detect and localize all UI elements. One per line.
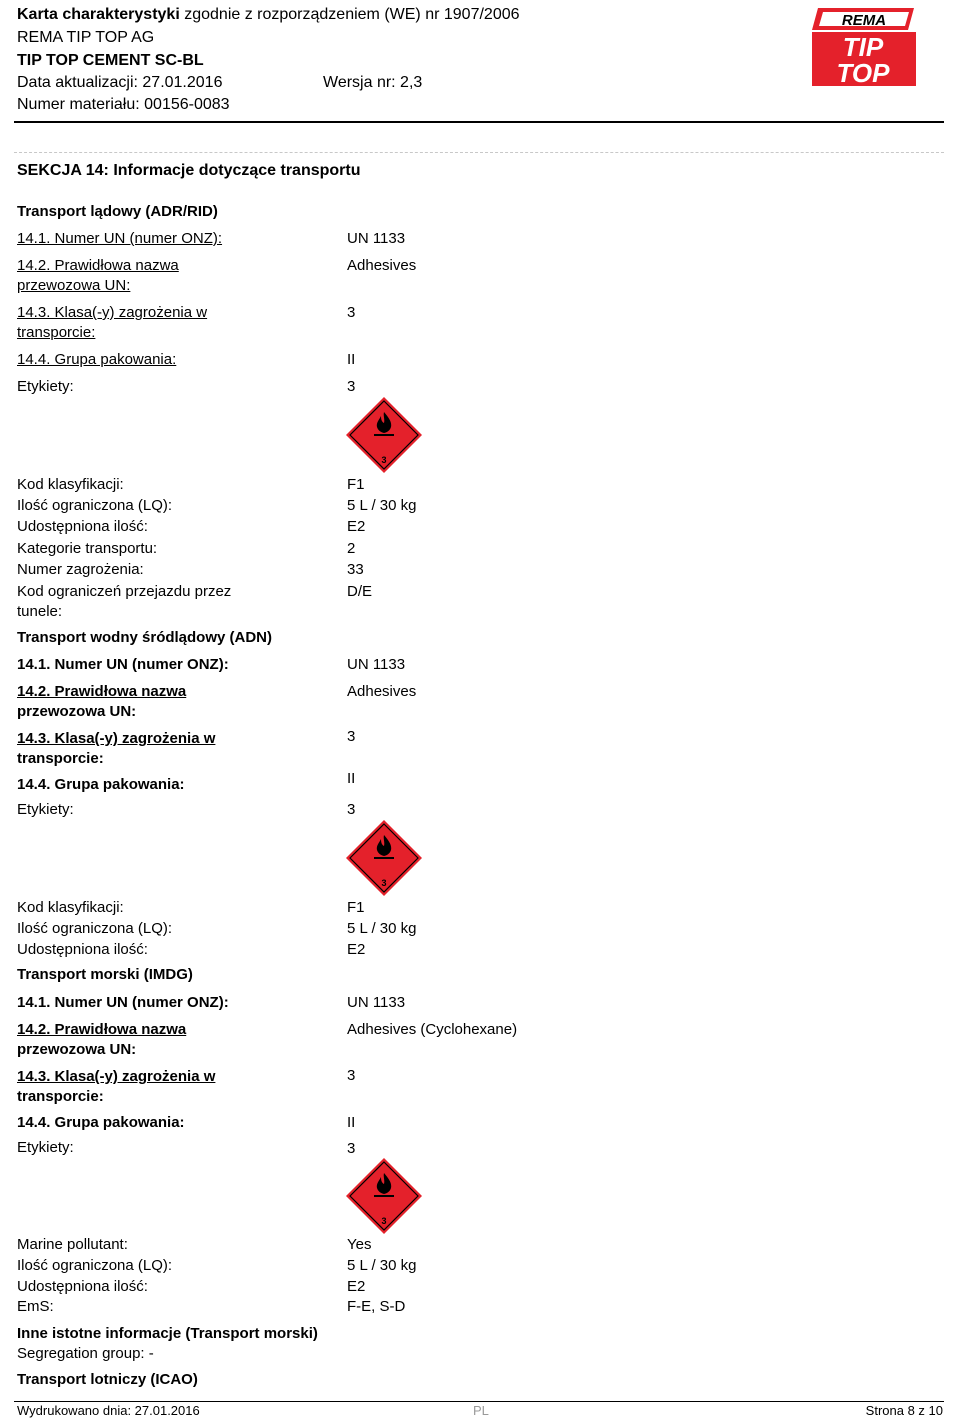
adr-group-label: 14.4. Grupa pakowania: — [17, 351, 177, 368]
imdg-labels-value: 3 — [347, 1140, 356, 1157]
imdg-marine-label: Marine pollutant: — [17, 1236, 128, 1253]
company-name: REMA TIP TOP AG — [17, 29, 155, 46]
adn-lq-label: Ilość ograniczona (LQ): — [17, 920, 173, 937]
imdg-class-value: 3 — [347, 1067, 356, 1084]
adr-tunnel-label-1: Kod ograniczeń przejazdu przez — [17, 583, 232, 600]
adn-lq-value: 5 L / 30 kg — [347, 920, 417, 937]
adr-group-value: II — [347, 351, 356, 368]
adr-class-label-2: transporcie: — [17, 324, 96, 341]
adn-class-label-2: transporcie: — [17, 750, 104, 767]
flammable-liquid-pictogram — [345, 396, 423, 474]
footer-page-number: Strona 8 z 10 — [865, 1403, 943, 1418]
imdg-marine-value: Yes — [347, 1236, 372, 1253]
pictogram-class-number: 3 — [381, 878, 387, 888]
adn-group-value: II — [347, 770, 356, 787]
material-number: Numer materiału: 00156-0083 — [17, 96, 230, 113]
adn-name-value: Adhesives — [347, 683, 417, 700]
adr-hazard-label: Numer zagrożenia: — [17, 561, 144, 578]
imdg-heading: Transport morski (IMDG) — [17, 966, 193, 983]
adn-class-value: 3 — [347, 728, 356, 745]
product-name: TIP TOP CEMENT SC-BL — [17, 52, 204, 69]
imdg-labels-label: Etykiety: — [17, 1139, 74, 1156]
imdg-un-label: 14.1. Numer UN (numer ONZ): — [17, 994, 229, 1011]
icao-heading: Transport lotniczy (ICAO) — [17, 1371, 198, 1388]
adn-group-label: 14.4. Grupa pakowania: — [17, 776, 185, 793]
imdg-name-label-1: 14.2. Prawidłowa nazwa — [17, 1021, 187, 1038]
flammable-liquid-pictogram — [345, 1157, 423, 1235]
adr-class-label-1: 14.3. Klasa(-y) zagrożenia w — [17, 304, 208, 321]
adr-name-label-1: 14.2. Prawidłowa nazwa — [17, 257, 179, 274]
imdg-lq-value: 5 L / 30 kg — [347, 1257, 417, 1274]
pictogram-class-number: 3 — [381, 1216, 387, 1226]
imdg-group-label: 14.4. Grupa pakowania: — [17, 1114, 185, 1131]
adr-heading: Transport lądowy (ADR/RID) — [17, 203, 218, 220]
section-divider — [14, 152, 944, 153]
adr-un-label: 14.1. Numer UN (numer ONZ): — [17, 230, 223, 247]
adr-name-value: Adhesives — [347, 257, 417, 274]
imdg-ems-label: EmS: — [17, 1298, 54, 1315]
imdg-name-value: Adhesives (Cyclohexane) — [347, 1021, 518, 1038]
version-number: Wersja nr: 2,3 — [323, 74, 423, 91]
document-title-line — [17, 5, 520, 25]
adn-labels-value: 3 — [347, 801, 356, 818]
imdg-lq-label: Ilość ograniczona (LQ): — [17, 1257, 173, 1274]
footer-rule — [14, 1401, 944, 1402]
footer-print-date: Wydrukowano dnia: 27.01.2016 — [17, 1403, 200, 1418]
pictogram-class-number: 3 — [381, 455, 387, 465]
section-title: SEKCJA 14: Informacje dotyczące transportu — [17, 162, 361, 179]
imdg-un-value: UN 1133 — [347, 994, 406, 1011]
header-rule — [14, 121, 944, 123]
adr-lq-value: 5 L / 30 kg — [347, 497, 417, 514]
imdg-class-label-2: transporcie: — [17, 1088, 104, 1105]
adr-cat-label: Kategorie transportu: — [17, 540, 158, 557]
adn-class-label-1: 14.3. Klasa(-y) zagrożenia w — [17, 730, 216, 747]
adr-cat-value: 2 — [347, 540, 356, 557]
footer-language: PL — [473, 1403, 489, 1418]
logo-rema-text: REMA — [841, 12, 887, 29]
adn-eq-value: E2 — [347, 941, 366, 958]
adn-heading: Transport wodny śródlądowy (ADN) — [17, 629, 273, 646]
document-title: Karta charakterystyki — [17, 6, 180, 23]
adn-code-value: F1 — [347, 899, 365, 916]
adn-labels-label: Etykiety: — [17, 801, 74, 818]
imdg-name-label-2: przewozowa UN: — [17, 1041, 137, 1058]
adr-class-value: 3 — [347, 304, 356, 321]
imdg-ems-value: F-E, S-D — [347, 1298, 406, 1315]
flammable-liquid-pictogram — [345, 819, 423, 897]
rema-tip-top-logo — [808, 6, 916, 88]
adr-lq-label: Ilość ograniczona (LQ): — [17, 497, 173, 514]
adr-tunnel-value: D/E — [347, 583, 373, 600]
regulation-text: zgodnie z rozporządzeniem (WE) nr 1907/2006 — [184, 6, 520, 23]
adr-un-value: UN 1133 — [347, 230, 406, 247]
adn-name-label-2: przewozowa UN: — [17, 703, 137, 720]
adn-name-label-1: 14.2. Prawidłowa nazwa — [17, 683, 187, 700]
adn-code-label: Kod klasyfikacji: — [17, 899, 124, 916]
adn-eq-label: Udostępniona ilość: — [17, 941, 148, 958]
imdg-group-value: II — [347, 1114, 356, 1131]
logo-tip-text: TIP — [842, 32, 884, 62]
adr-labels-value: 3 — [347, 378, 356, 395]
adr-tunnel-label-2: tunele: — [17, 603, 63, 620]
imdg-segregation: Segregation group: - — [17, 1345, 154, 1362]
adr-code-label: Kod klasyfikacji: — [17, 476, 124, 493]
update-date: Data aktualizacji: 27.01.2016 — [17, 74, 223, 91]
imdg-eq-value: E2 — [347, 1278, 366, 1295]
adr-eq-value: E2 — [347, 518, 366, 535]
adr-code-value: F1 — [347, 476, 365, 493]
adr-eq-label: Udostępniona ilość: — [17, 518, 148, 535]
imdg-eq-label: Udostępniona ilość: — [17, 1278, 148, 1295]
logo-top-text: TOP — [836, 58, 890, 88]
imdg-other-heading: Inne istotne informacje (Transport morski) — [17, 1325, 318, 1342]
adr-name-label-2: przewozowa UN: — [17, 277, 131, 294]
adr-hazard-value: 33 — [347, 561, 364, 578]
adn-un-value: UN 1133 — [347, 656, 406, 673]
adr-labels-label: Etykiety: — [17, 378, 74, 395]
adn-un-label: 14.1. Numer UN (numer ONZ): — [17, 656, 229, 673]
imdg-class-label-1: 14.3. Klasa(-y) zagrożenia w — [17, 1068, 216, 1085]
